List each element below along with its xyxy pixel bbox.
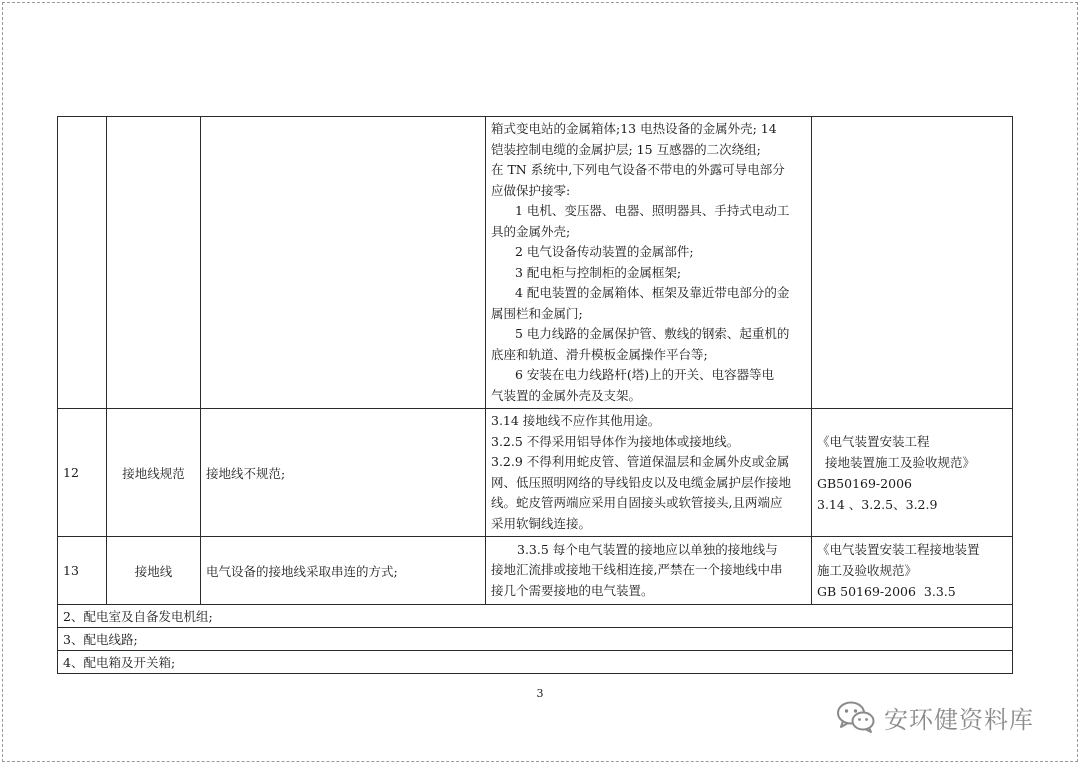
cell-no: 12 xyxy=(58,409,107,537)
table-row xyxy=(58,537,1013,605)
category-label: 2、配电室及自备发电机组; xyxy=(58,605,1013,628)
requirement-line: 4 配电装置的金属箱体、框架及靠近带电部分的金 xyxy=(515,285,790,300)
reference-line: 施工及验收规范》 xyxy=(817,563,918,578)
reference-line: GB50169-2006 xyxy=(817,475,912,491)
table-row xyxy=(58,409,1013,537)
cell-item: 接地线规范 xyxy=(107,409,201,537)
requirement-line: 1 电机、变压器、电器、照明器具、手持式电动工 xyxy=(515,203,790,218)
requirement-line: 箱式变电站的金属箱体;13 电热设备的金属外壳; 14 xyxy=(491,121,777,136)
category-label: 4、配电箱及开关箱; xyxy=(58,651,1013,674)
requirement-line: 应做保护接零: xyxy=(491,182,571,198)
table-row-continuation xyxy=(58,117,1013,409)
category-row xyxy=(58,605,1013,628)
page-number: 3 xyxy=(536,687,544,700)
cell-problem: 接地线不规范; xyxy=(201,409,486,537)
watermark xyxy=(836,697,1034,737)
inspection-table xyxy=(57,116,1013,674)
requirement-line: 3 配电柜与控制柜的金属框架; xyxy=(515,264,682,280)
watermark-text: 安环健资料库 xyxy=(884,705,1034,734)
requirement-line: 铠装控制电缆的金属护层; 15 互感器的二次绕组; xyxy=(491,141,761,157)
cell-no xyxy=(58,117,107,409)
requirement-line: 6 安装在电力线路杆(塔)上的开关、电容器等电 xyxy=(515,367,775,382)
requirement-line: 接地汇流排或接地干线相连接,严禁在一个接地线中串 xyxy=(491,562,783,578)
requirement-line: 底座和轨道、滑升模板金属操作平台等; xyxy=(491,346,708,362)
wechat-icon xyxy=(836,700,876,734)
cell-requirement xyxy=(486,537,812,605)
requirement-line: 3.3.5 每个电气装置的接地应以单独的接地线与 xyxy=(517,541,778,557)
requirement-line: 属围栏和金属门; xyxy=(491,305,583,321)
reference-line: 《电气装置安装工程 xyxy=(817,433,930,449)
category-row xyxy=(58,651,1013,674)
requirement-line: 2 电气设备传动装置的金属部件; xyxy=(515,244,694,259)
requirement-line: 具的金属外壳; xyxy=(491,223,571,239)
requirement-line: 采用软铜线连接。 xyxy=(491,515,592,531)
requirement-line: 5 电力线路的金属保护管、敷线的钢索、起重机的 xyxy=(515,326,790,341)
requirement-line: 气装置的金属外壳及支架。 xyxy=(491,387,642,403)
reference-line: 接地装置施工及验收规范》 xyxy=(817,454,975,470)
cell-reference xyxy=(812,537,1013,605)
cell-reference xyxy=(812,117,1013,409)
cell-item xyxy=(107,117,201,409)
category-label: 3、配电线路; xyxy=(58,628,1013,651)
requirement-line: 在 TN 系统中,下列电气设备不带电的外露可导电部分 xyxy=(491,162,785,177)
cell-problem: 电气设备的接地线采取串连的方式; xyxy=(201,537,486,605)
cell-item: 接地线 xyxy=(107,537,201,605)
reference-line: 3.14 、3.2.5、3.2.9 xyxy=(817,496,938,512)
cell-problem xyxy=(201,117,486,409)
requirement-line: 3.2.5 不得采用铝导体作为接地体或接地线。 xyxy=(491,433,740,449)
category-row xyxy=(58,628,1013,651)
cell-requirement xyxy=(486,409,812,537)
cell-reference xyxy=(812,409,1013,537)
requirement-line: 3.2.9 不得利用蛇皮管、管道保温层和金属外皮或金属 xyxy=(491,454,790,469)
requirement-line: 接几个需要接地的电气装置。 xyxy=(491,582,654,598)
cell-requirement xyxy=(486,117,812,409)
requirement-line: 线。蛇皮管两端应采用自固接头或软管接头,且两端应 xyxy=(491,495,783,510)
requirement-line: 网、低压照明网络的导线铅皮以及电缆金属护层作接地 xyxy=(491,474,792,490)
cell-no: 13 xyxy=(58,537,107,605)
reference-line: GB 50169-2006 3.3.5 xyxy=(817,584,956,599)
requirement-line: 3.14 接地线不应作其他用途。 xyxy=(491,413,661,428)
reference-line: 《电气装置安装工程接地装置 xyxy=(817,542,980,557)
